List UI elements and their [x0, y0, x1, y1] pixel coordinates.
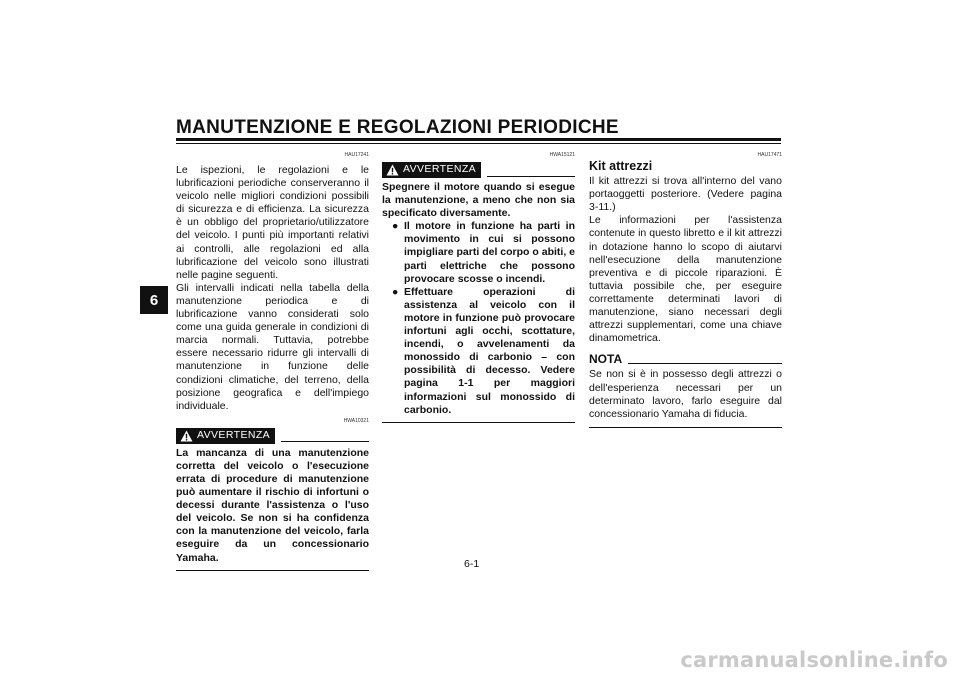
intro-paragraph-2: Gli intervalli indicati nella tabella della manutenzione periodica e di lubrificazione vanno considerati solo come una guida generale in condizioni di marcia normali. Tuttavia, potrebbe essere necessario ridurre gli intervalli di manutenzione in funzione delle condizioni climatiche, del terreno, della posizione geografica e dell'impiego individuale. [176, 281, 369, 412]
warning-triangle-icon [386, 164, 399, 176]
warning-code: HWA15121 [549, 152, 575, 158]
section-code: HAU17241 [344, 152, 369, 158]
warning-bullet-2 [392, 286, 575, 417]
section-code: HAU17471 [757, 152, 782, 158]
note-header-rule [628, 363, 782, 364]
warning-triangle-icon [180, 430, 193, 442]
warning-header [382, 162, 575, 178]
warning-intro: Spegnere il motore quando si esegue la manutenzione, a meno che non sia specificato diversamente. [382, 181, 575, 220]
page-number: 6-1 [464, 558, 480, 570]
warning-text: La mancanza di una manutenzione corretta del veicolo o l'esecuzione errata di procedure di manutenzione può aumentare il rischio di infortuni o decessi durante l'assistenza o l'uso del veicolo. Se non si ha confidenza con la manutenzione del veicolo, farla eseguire da un concessionario Yamaha. [176, 446, 369, 564]
title-rule-thin [176, 143, 781, 144]
warning-end-rule [382, 422, 575, 423]
warning-bullet-text: Effettuare operazioni di assistenza al veicolo con il motore in funzione può provocare infortuni agli occhi, scottature, incendi, o avvelenamenti da monossido di carbonio – con possibilità di decesso. Vedere pagina 1-1 per maggiori informazioni sul monossido di carbonio. [404, 285, 575, 416]
title-rule-thick [176, 138, 781, 141]
warning-badge [382, 162, 481, 178]
bullet-dot-icon: ● [392, 285, 399, 298]
warning-header-rule [487, 164, 575, 177]
warning-header [176, 428, 369, 444]
note-header [589, 353, 782, 366]
column-1 [176, 152, 369, 571]
warning-end-rule [176, 570, 369, 571]
note-text: Se non si è in possesso degli attrezzi o dell'esperienza necessari per un determinato lavoro, farlo eseguire dal concessionario Yamaha di fiducia. [589, 368, 782, 420]
column-3 [589, 152, 782, 428]
column-2 [382, 152, 575, 423]
warning-label: AVVERTENZA [197, 429, 271, 442]
warning-label: AVVERTENZA [403, 163, 477, 176]
section-subtitle: Kit attrezzi [589, 159, 653, 173]
warning-badge [176, 428, 275, 444]
warning-code: HWA10321 [343, 417, 369, 424]
warning-header-rule [281, 429, 369, 442]
warning-bullet-text: Il motore in funzione ha parti in movimento in cui si possono impigliare parti del corpo o abiti, e parti elettriche che possono provocare scosse o incendi. [404, 220, 575, 285]
intro-paragraph-1: Le ispezioni, le regolazioni e le lubrificazioni periodiche conserveranno il veicolo nelle migliori condizioni possibili di sicurezza e di efficienza. La sicurezza è un obbligo del proprietario/utilizzatore del veicolo. I punti più importanti relativi ai controlli, alle regolazioni ed alla lubrificazione del veicolo sono illustrati nelle pagine seguenti. [176, 164, 369, 281]
toolkit-paragraph-1: Il kit attrezzi si trova all'interno del vano portaoggetti posteriore. (Vedere pagina 3-11.) [589, 175, 782, 214]
chapter-tab: 6 [140, 286, 168, 314]
note-end-rule [589, 427, 782, 428]
bullet-dot-icon: ● [392, 220, 399, 233]
toolkit-paragraph-2: Le informazioni per l'assistenza contenute in questo libretto e il kit attrezzi in dotazione hanno lo scopo di aiutarvi nell'esecuzione della manutenzione preventiva e di piccole riparazioni. È tuttavia possibile che, per eseguire correttamente determinati lavori di manutenzione, siano necessari degli attrezzi supplementari, come una chiave dinamometrica. [589, 214, 782, 345]
note-label: NOTA [589, 352, 623, 367]
watermark: carmanualsonline.info [680, 648, 948, 672]
warning-bullet-1 [392, 220, 575, 285]
page-title: MANUTENZIONE E REGOLAZIONI PERIODICHE [176, 117, 619, 138]
